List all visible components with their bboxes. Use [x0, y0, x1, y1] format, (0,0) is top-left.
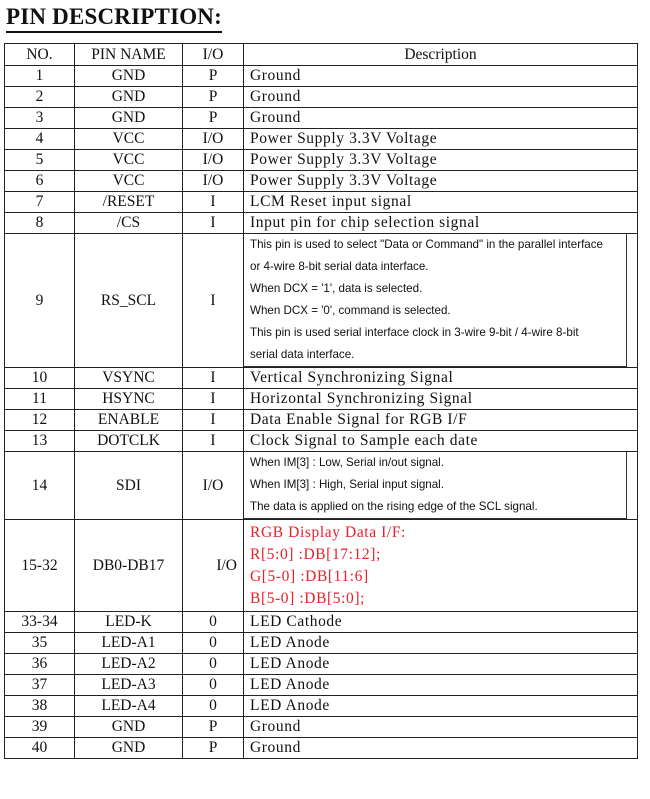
pin-number: 15-32	[5, 520, 75, 612]
table-row	[5, 410, 638, 431]
description-line: When IM[3] : Low, Serial in/out signal.	[250, 456, 444, 469]
pin-name: VCC	[75, 171, 183, 192]
rgb-data-line: RGB Display Data I/F:	[250, 524, 406, 541]
pin-io: I	[183, 410, 244, 431]
header-io: I/O	[183, 44, 244, 66]
table-row	[5, 150, 638, 171]
pin-name: GND	[75, 738, 183, 759]
pin-description: LED Anode	[244, 675, 638, 696]
pin-description: Data Enable Signal for RGB I/F	[244, 410, 638, 431]
table-row	[5, 431, 638, 452]
pin-number: 13	[5, 431, 75, 452]
pin-number: 3	[5, 108, 75, 129]
pin-io: I/O	[183, 129, 244, 150]
pin-io: I	[183, 213, 244, 234]
table-row	[5, 108, 638, 129]
pin-number: 11	[5, 389, 75, 410]
table-row	[5, 696, 638, 717]
pin-description: LED Anode	[244, 696, 638, 717]
pin-io: I	[183, 368, 244, 389]
pin-io: 0	[183, 612, 244, 633]
pin-description: Input pin for chip selection signal	[244, 213, 638, 234]
description-line: This pin is used serial interface clock in 3-wire 9-bit / 4-wire 8-bit	[250, 326, 579, 339]
pin-name: /RESET	[75, 192, 183, 213]
pin-table	[4, 43, 638, 759]
pin-number: 4	[5, 129, 75, 150]
pin-io: I	[183, 234, 244, 368]
pin-io: I/O	[183, 171, 244, 192]
pin-name: ENABLE	[75, 410, 183, 431]
page-title: PIN DESCRIPTION:	[6, 4, 222, 33]
table-row	[5, 452, 638, 520]
pin-description: LCM Reset input signal	[244, 192, 638, 213]
pin-description: Vertical Synchronizing Signal	[244, 368, 638, 389]
pin-io: 0	[183, 675, 244, 696]
pin-name: HSYNC	[75, 389, 183, 410]
pin-number: 36	[5, 654, 75, 675]
pin-name: LED-A2	[75, 654, 183, 675]
pin-name: DB0-DB17	[75, 520, 183, 612]
pin-name: GND	[75, 717, 183, 738]
header-pin-name: PIN NAME	[75, 44, 183, 66]
pin-name: LED-A4	[75, 696, 183, 717]
pin-description: Clock Signal to Sample each date	[244, 431, 638, 452]
pin-description: Power Supply 3.3V Voltage	[244, 171, 638, 192]
pin-name: GND	[75, 108, 183, 129]
pin-io: P	[183, 87, 244, 108]
pin-io: I	[183, 431, 244, 452]
table-row	[5, 633, 638, 654]
pin-io: P	[183, 717, 244, 738]
description-note-box	[244, 452, 627, 519]
rgb-data-line: R[5:0] :DB[17:12];	[250, 546, 381, 563]
pin-number: 39	[5, 717, 75, 738]
pin-description: Horizontal Synchronizing Signal	[244, 389, 638, 410]
table-row	[5, 213, 638, 234]
description-note-box	[244, 234, 627, 367]
header-description: Description	[244, 44, 638, 66]
table-row	[5, 654, 638, 675]
pin-io: I/O	[183, 520, 244, 612]
pin-number: 2	[5, 87, 75, 108]
description-line: This pin is used to select "Data or Command" in the parallel interface	[250, 238, 603, 251]
pin-name: LED-A1	[75, 633, 183, 654]
pin-description: Ground	[244, 87, 638, 108]
pin-description: Ground	[244, 717, 638, 738]
rgb-data-line: G[5-0] :DB[11:6]	[250, 568, 369, 585]
pin-io: I	[183, 389, 244, 410]
pin-name: LED-A3	[75, 675, 183, 696]
pin-name: SDI	[75, 452, 183, 520]
pin-number: 38	[5, 696, 75, 717]
pin-description: Ground	[244, 66, 638, 87]
pin-number: 10	[5, 368, 75, 389]
pin-io: I	[183, 192, 244, 213]
pin-number: 8	[5, 213, 75, 234]
pin-number: 37	[5, 675, 75, 696]
pin-io: 0	[183, 654, 244, 675]
pin-number: 6	[5, 171, 75, 192]
description-line: When IM[3] : High, Serial input signal.	[250, 478, 444, 491]
pin-number: 33-34	[5, 612, 75, 633]
pin-description: Ground	[244, 108, 638, 129]
description-line: When DCX = '0', command is selected.	[250, 304, 451, 317]
table-row	[5, 129, 638, 150]
table-row	[5, 234, 638, 368]
header-no: NO.	[5, 44, 75, 66]
table-header-row	[5, 44, 638, 66]
table-row	[5, 612, 638, 633]
rgb-data-line: B[5-0] :DB[5:0];	[250, 590, 366, 607]
pin-io: 0	[183, 696, 244, 717]
description-line: The data is applied on the rising edge of the SCL signal.	[250, 500, 538, 513]
pin-number: 5	[5, 150, 75, 171]
table-row	[5, 368, 638, 389]
table-row	[5, 171, 638, 192]
description-line: serial data interface.	[250, 348, 355, 361]
pin-name: DOTCLK	[75, 431, 183, 452]
pin-io: P	[183, 738, 244, 759]
pin-number: 12	[5, 410, 75, 431]
pin-number: 40	[5, 738, 75, 759]
pin-description: LED Anode	[244, 633, 638, 654]
pin-name: GND	[75, 66, 183, 87]
pin-description	[244, 520, 638, 612]
pin-io: I/O	[183, 452, 244, 520]
table-row	[5, 389, 638, 410]
pin-description: Power Supply 3.3V Voltage	[244, 129, 638, 150]
description-line: or 4-wire 8-bit serial data interface.	[250, 260, 429, 273]
pin-io: 0	[183, 633, 244, 654]
pin-name: GND	[75, 87, 183, 108]
pin-io: P	[183, 108, 244, 129]
table-row	[5, 675, 638, 696]
pin-name: /CS	[75, 213, 183, 234]
pin-description	[244, 234, 638, 368]
pin-description: Power Supply 3.3V Voltage	[244, 150, 638, 171]
pin-number: 14	[5, 452, 75, 520]
pin-name: VSYNC	[75, 368, 183, 389]
pin-number: 35	[5, 633, 75, 654]
pin-io: I/O	[183, 150, 244, 171]
pin-number: 9	[5, 234, 75, 368]
pin-name: VCC	[75, 150, 183, 171]
description-line: When DCX = '1', data is selected.	[250, 282, 423, 295]
table-row	[5, 66, 638, 87]
table-row	[5, 87, 638, 108]
pin-name: VCC	[75, 129, 183, 150]
table-row	[5, 520, 638, 612]
table-row	[5, 192, 638, 213]
pin-description	[244, 452, 638, 520]
pin-number: 7	[5, 192, 75, 213]
pin-description: Ground	[244, 738, 638, 759]
pin-description: LED Anode	[244, 654, 638, 675]
pin-name: RS_SCL	[75, 234, 183, 368]
pin-description: LED Cathode	[244, 612, 638, 633]
pin-name: LED-K	[75, 612, 183, 633]
table-row	[5, 717, 638, 738]
pin-number: 1	[5, 66, 75, 87]
table-row	[5, 738, 638, 759]
pin-io: P	[183, 66, 244, 87]
